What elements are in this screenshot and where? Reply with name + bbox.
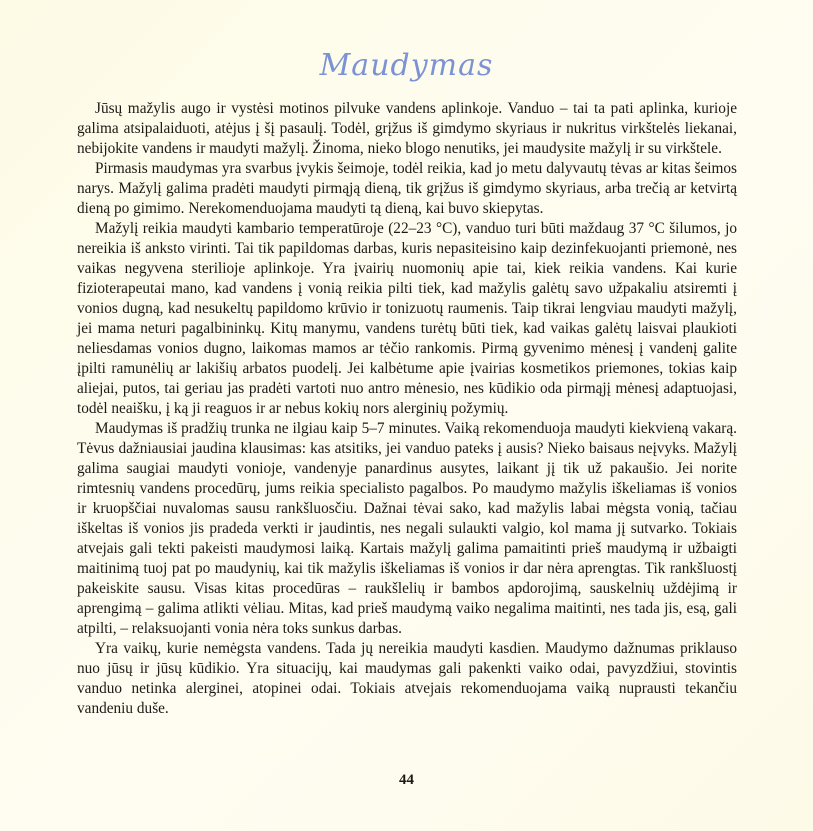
- page-title: Maudymas: [319, 48, 494, 83]
- page-number: 44: [399, 772, 414, 788]
- paragraph: Yra vaikų, kurie nemėgsta vandens. Tada jų nereikia maudyti kasdien. Maudymo dažnumas priklauso nuo jūsų ir jūsų kūdikio. Yra situacijų, kai maudymas gali pakenkti vaiko odai, pavyzdžiui, stovintis vanduo netinka alerginei, atopinei odai. Tokiais atvejais rekomenduojama vaiką nuprausti tekančiu vandeniu duše.: [77, 640, 737, 717]
- body-text: [77, 99, 737, 719]
- paragraph: Maudymas iš pradžių trunka ne ilgiau kaip 5–7 minutes. Vaiką rekomenduoja maudyti kiekvieną vakarą. Tėvus dažniausiai jaudina klausimas: kas atsitiks, jei vanduo pateks į ausis? Nieko baisaus neįvyks. Mažylį galima saugiai maudyti vonioje, vandenyje panardinus ausytes, laikant jį tik už pakaušio. Jei norite rimtesnių vandens procedūrų, jums reikia specialisto pagalbos. Po maudymo mažylis iškeliamas iš vonios ir kruopščiai nuvalomas sausu rankšluosčiu. Dažnai tėvai sako, kad mažylis labai mėgsta vonią, tačiau iškeltas iš vonios jis pradeda verkti ir jaudintis, nes negali sulaukti valgio, kol mama jį sutvarko. Tokiais atvejais gali tekti pakeisti maudymosi laiką. Kartais mažylį galima pamaitinti prieš maudymą ir užbaigti maitinimą tuoj pat po maudynių, kai tik mažylis iškeliamas iš vonios ir dar nėra aprengtas. Tik rankšluostį pakeiskite sausu. Visas kitas procedūras – raukšlelių ir bambos apdorojimą, sauskelnių uždėjimą ir aprengimą – galima atlikti vėliau. Mitas, kad prieš maudymą vaiko negalima maitinti, nes tada jis, esą, gali atpilti, – relaksuojanti vonia nėra toks sunkus darbas.: [77, 420, 737, 637]
- paragraph: Pirmasis maudymas yra svarbus įvykis šeimoje, todėl reikia, kad jo metu dalyvautų tėvas ar kitas šeimos narys. Mažylį galima pradėti maudyti pirmąją dieną, tik grįžus iš gimdymo skyriaus, arba trečią ar ketvirtą dieną po gimimo. Nerekomenduojama maudyti tą dieną, kai buvo skiepytas.: [77, 160, 737, 217]
- paragraph: Mažylį reikia maudyti kambario temperatūroje (22–23 °C), vanduo turi būti maždaug 37 °C šilumos, jo nereikia iš anksto virinti. Tai tik papildomas darbas, kuris nepasiteisino kaip dezinfekuojanti priemonė, nes vaikas negyvena sterilioje aplinkoje. Yra įvairių nuomonių apie tai, kiek reikia vandens. Kai kurie fizioterapeutai mano, kad vandens į vonią reikia pilti tiek, kad mažylis galėtų savo užpakaliu atsiremti į vonios dugną, kad nesukeltų papildomo krūvio ir tonizuotų raumenis. Taip tikrai lengviau maudyti mažylį, jei mama neturi pagalbininkų. Kitų manymu, vandens turėtų būti tiek, kad vaikas galėtų laisvai plaukioti neliesdamas vonios dugno, laikomas mamos ar tėčio rankomis. Pirmą gyvenimo mėnesį į vandenį galite įpilti ramunėlių ar lakišių arbatos puodelį. Jei kalbėtume apie įvairias kosmetikos priemones, tokias kaip aliejai, putos, tai geriau jas pradėti vartoti nuo antro mėnesio, nes kūdikio oda pirmąjį mėnesį adaptuojasi, todėl neaišku, į ką ji reaguos ir ar nebus kokių nors alerginių požymių.: [77, 220, 737, 417]
- paragraph: Jūsų mažylis augo ir vystėsi motinos pilvuke vandens aplinkoje. Vanduo – tai ta pati aplinka, kurioje galima atsipalaiduoti, atėjus į šį pasaulį. Todėl, grįžus iš gimdymo skyriaus ir nukritus virkštelės liekanai, nebijokite vandens ir maudyti mažylį. Žinoma, nieko blogo nenutiks, jei maudysite mažylį ir su virkštele.: [77, 100, 737, 157]
